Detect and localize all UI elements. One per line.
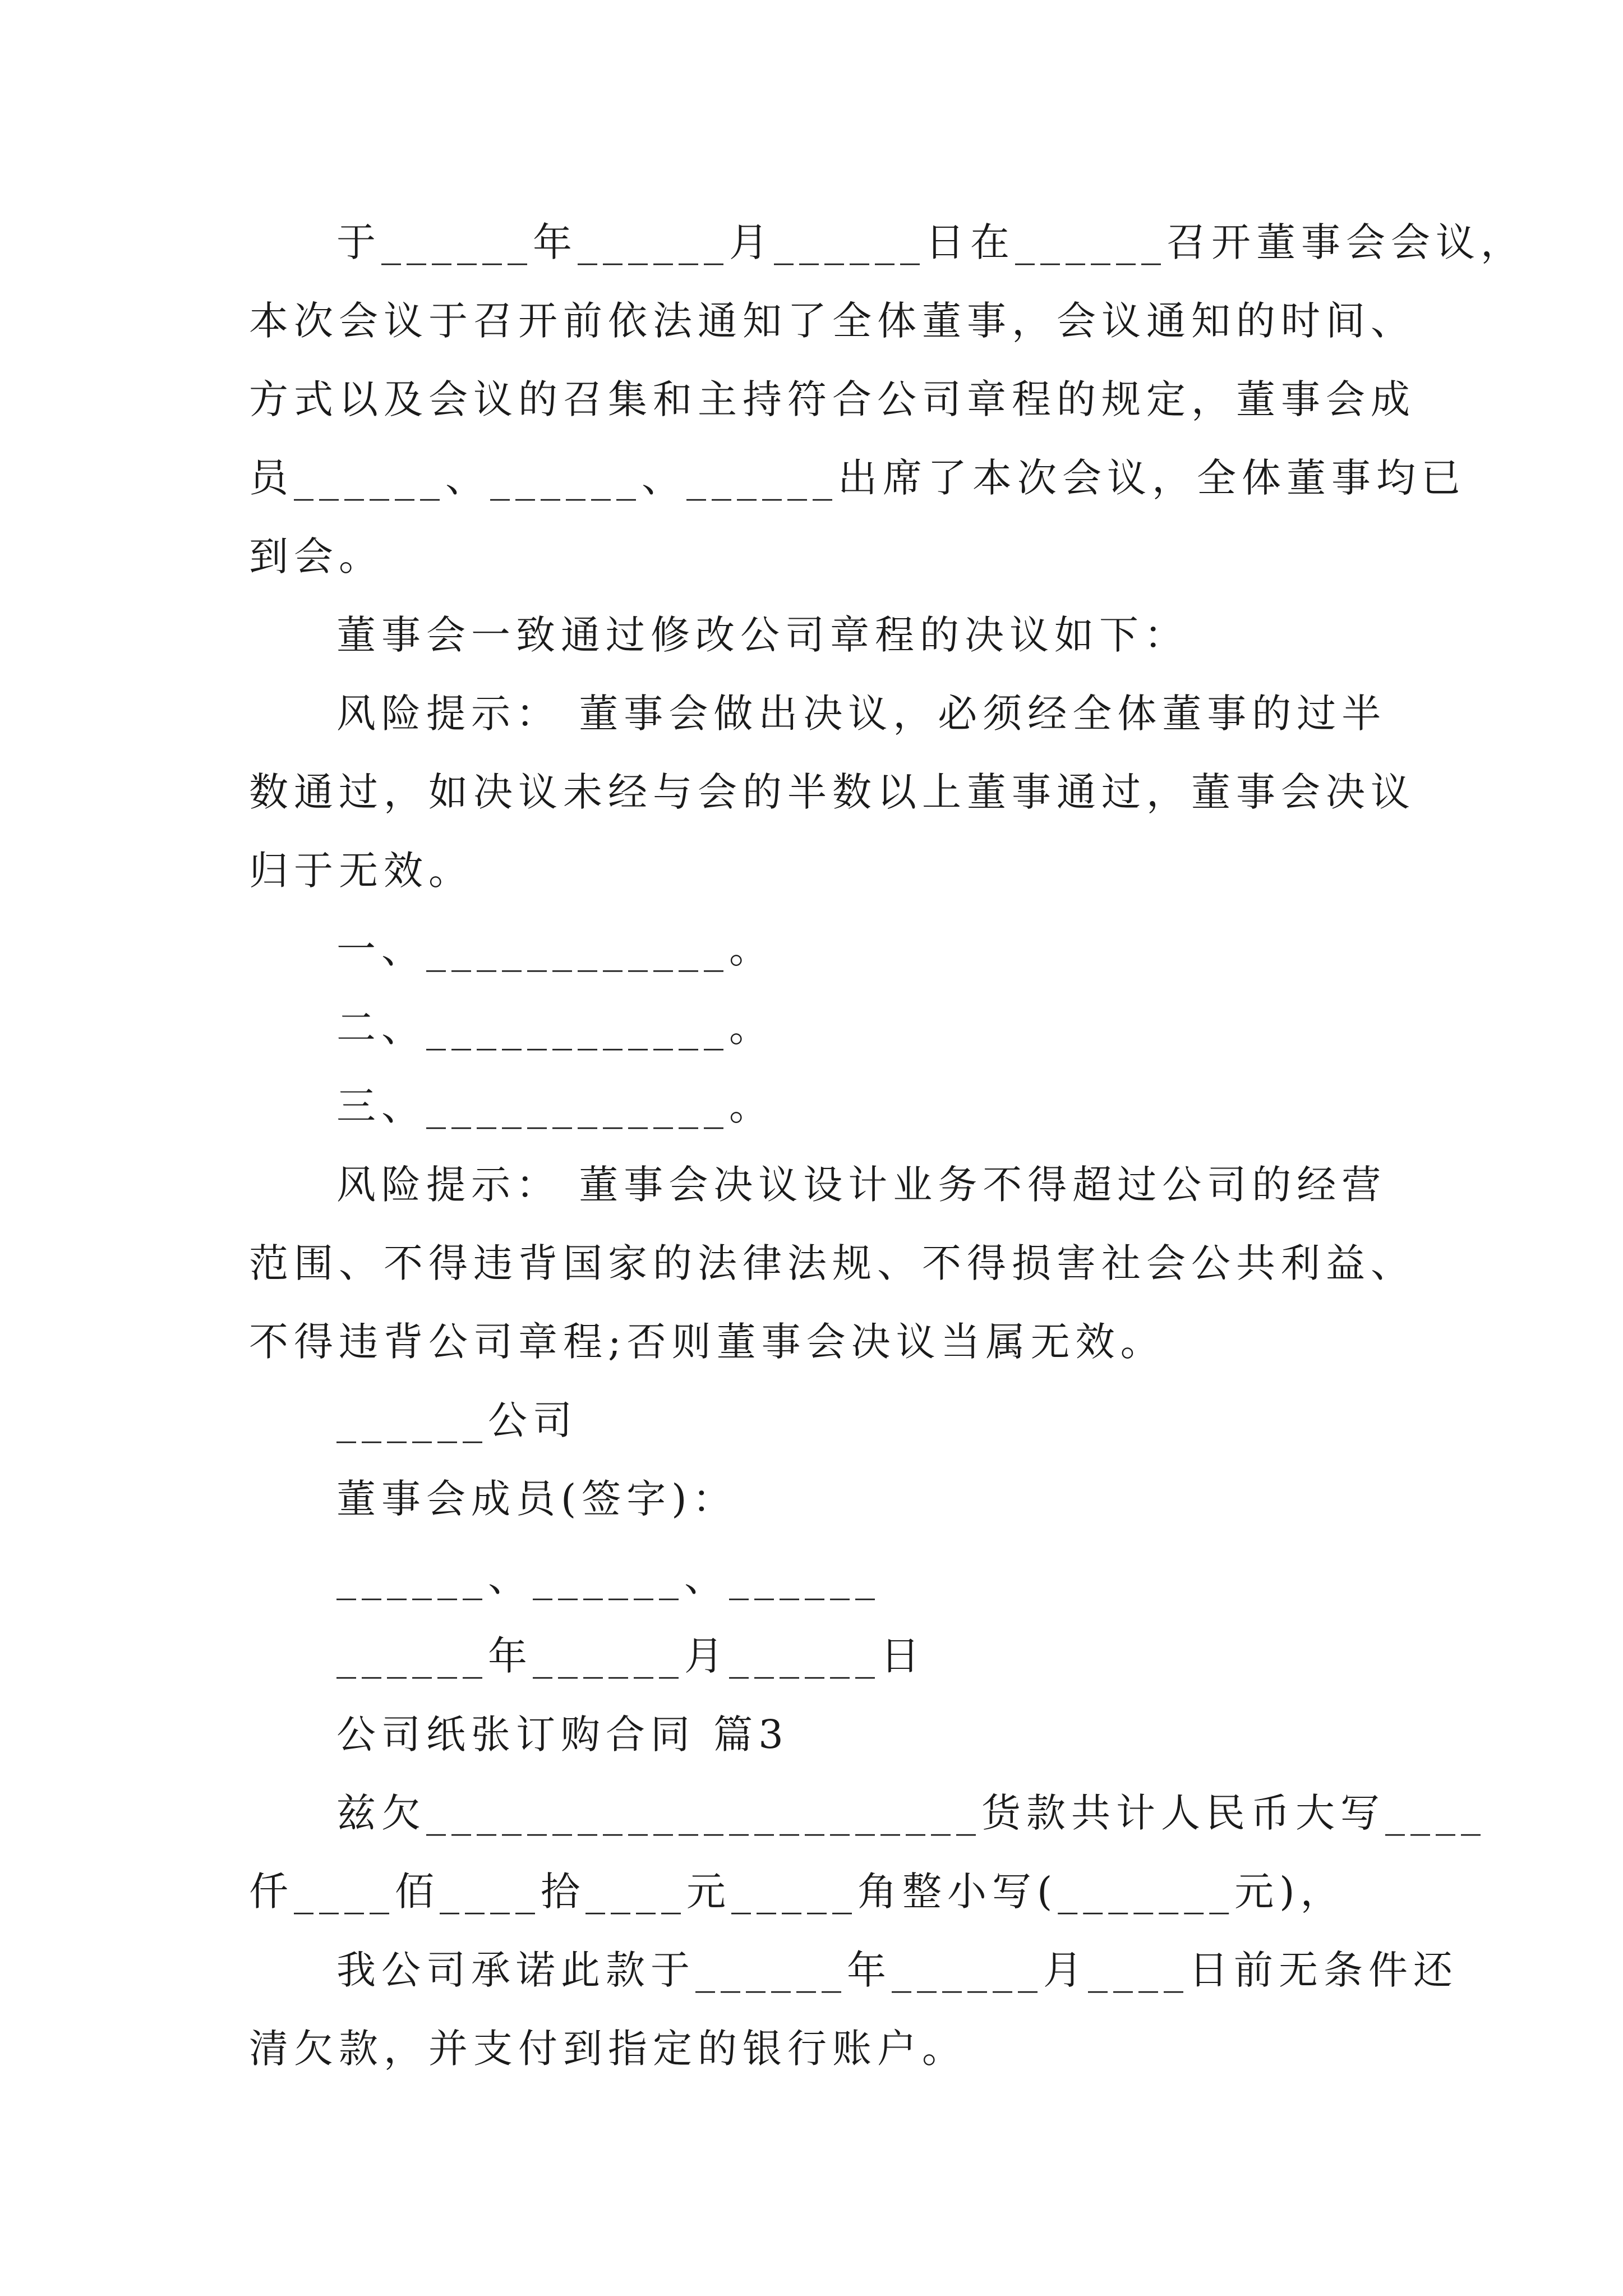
text-line-22: 仟____佰____拾____元_____角整小写(_______元)， — [249, 1869, 1345, 1915]
text-line-4: 员______、______、______出席了本次会议，全体董事均已 — [249, 455, 1466, 501]
text-line-20: 公司纸张订购合同 篇3 — [336, 1711, 789, 1757]
text-line-19: ______年______月______日 — [336, 1633, 925, 1679]
text-line-16: ______公司 — [336, 1397, 578, 1443]
text-line-23: 我公司承诺此款于______年______月____日前无条件还 — [336, 1947, 1458, 1993]
text-line-10: 一、____________。 — [336, 926, 774, 972]
text-line-13: 风险提示： 董事会决议设计业务不得超过公司的经营 — [336, 1162, 1387, 1208]
text-line-8: 数通过，如决议未经与会的半数以上董事通过，董事会决议 — [249, 769, 1415, 815]
text-line-11: 二、____________。 — [336, 1005, 774, 1051]
text-line-6: 董事会一致通过修改公司章程的决议如下： — [336, 612, 1189, 658]
text-line-9: 归于无效。 — [249, 848, 473, 894]
text-line-21: 兹欠______________________货款共计人民币大写____ — [336, 1790, 1486, 1836]
text-line-2: 本次会议于召开前依法通知了全体董事，会议通知的时间、 — [249, 298, 1415, 344]
text-line-15: 不得违背公司章程;否则董事会决议当属无效。 — [249, 1319, 1165, 1365]
text-line-24: 清欠款，并支付到指定的银行账户。 — [249, 2026, 967, 2072]
text-line-5: 到会。 — [249, 533, 384, 579]
text-line-18: ______、______、______ — [336, 1554, 880, 1600]
text-line-14: 范围、不得违背国家的法律法规、不得损害社会公共利益、 — [249, 1240, 1415, 1286]
text-line-1: 于______年______月______日在______召开董事会会议， — [336, 219, 1525, 265]
text-line-7: 风险提示： 董事会做出决议，必须经全体董事的过半 — [336, 691, 1387, 737]
text-line-3: 方式以及会议的召集和主持符合公司章程的规定，董事会成 — [249, 376, 1415, 422]
text-line-12: 三、____________。 — [336, 1083, 774, 1129]
text-line-17: 董事会成员(签字)： — [336, 1476, 737, 1522]
